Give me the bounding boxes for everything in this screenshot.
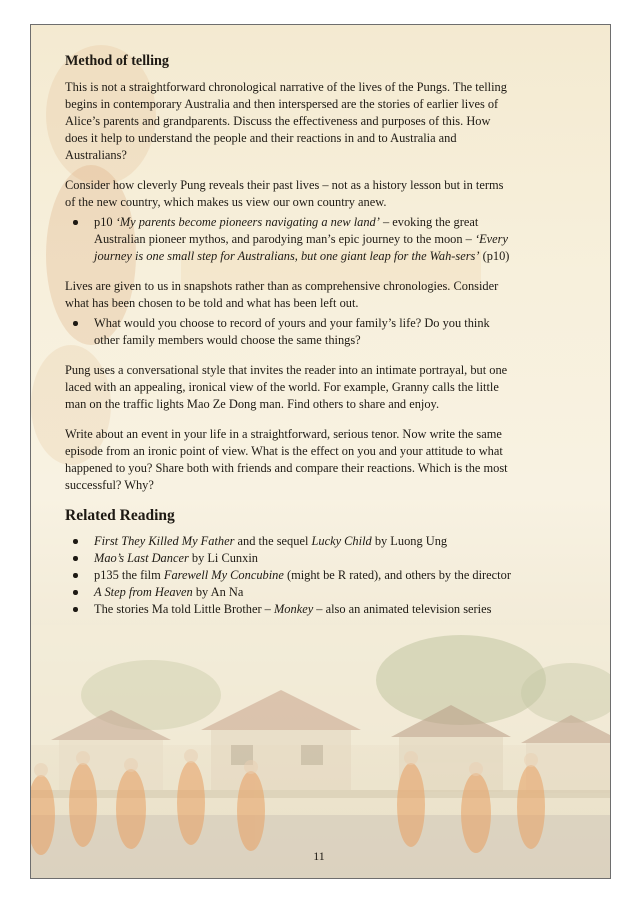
method-list-1 (65, 214, 515, 265)
method-paragraph-1: This is not a straightforward chronological narrative of the lives of the Pungs. The telling begins in contemporary Australia and then interspersed are the stories of earlier lives of Alice’s parents and grandparents. Discuss the effectiveness and purposes of this. How does it help to understand the people and their reactions in and to Australia and Australians? (65, 80, 507, 162)
list-item: p10 ‘My parents become pioneers navigating a new land’ – evoking the great Australian pioneer mythos, and parodying man’s epic journey to the moon – ‘Every journey is one small step for Australians, but one giant leap for the Wah-sers’ (p10) (65, 214, 515, 265)
method-paragraph-5: Write about an event in your life in a straightforward, serious tenor. Now write the same episode from an ironic point of view. What is the effect on you and your attitude to what happened to you? Share both with friends and compare their reactions. Which is the most successful? Why? (65, 427, 508, 492)
related-reading-list (65, 533, 515, 618)
method-heading: Method of telling (65, 53, 170, 69)
document-body (65, 52, 515, 631)
related-heading: Related Reading (65, 507, 175, 524)
method-list-2 (65, 315, 515, 349)
list-item: First They Killed My Father and the sequel Lucky Child by Luong Ung (65, 533, 515, 550)
method-paragraph-2: Consider how cleverly Pung reveals their past lives – not as a history lesson but in terms of the new country, which makes us view our own country anew. (65, 178, 504, 209)
method-paragraph-4: Pung uses a conversational style that invites the reader into an intimate portrayal, but one laced with an appealing, ironical view of the world. For example, Granny calls the little man on the traffic lights Mao Ze Dong man. Find others to share and enjoy. (65, 363, 508, 411)
list-item: What would you choose to record of yours and your family’s life? Do you think other family members would choose the same things? (65, 315, 515, 349)
page-number: 11 (313, 849, 325, 863)
list-item: A Step from Heaven by An Na (65, 584, 515, 601)
method-paragraph-3: Lives are given to us in snapshots rather than as comprehensive chronologies. Consider what has been chosen to be told and what has been left out. (65, 279, 499, 310)
list-item: Mao’s Last Dancer by Li Cunxin (65, 550, 515, 567)
list-item: p135 the film Farewell My Concubine (might be R rated), and others by the director (65, 567, 515, 584)
list-item: The stories Ma told Little Brother – Monkey – also an animated television series (65, 601, 515, 618)
